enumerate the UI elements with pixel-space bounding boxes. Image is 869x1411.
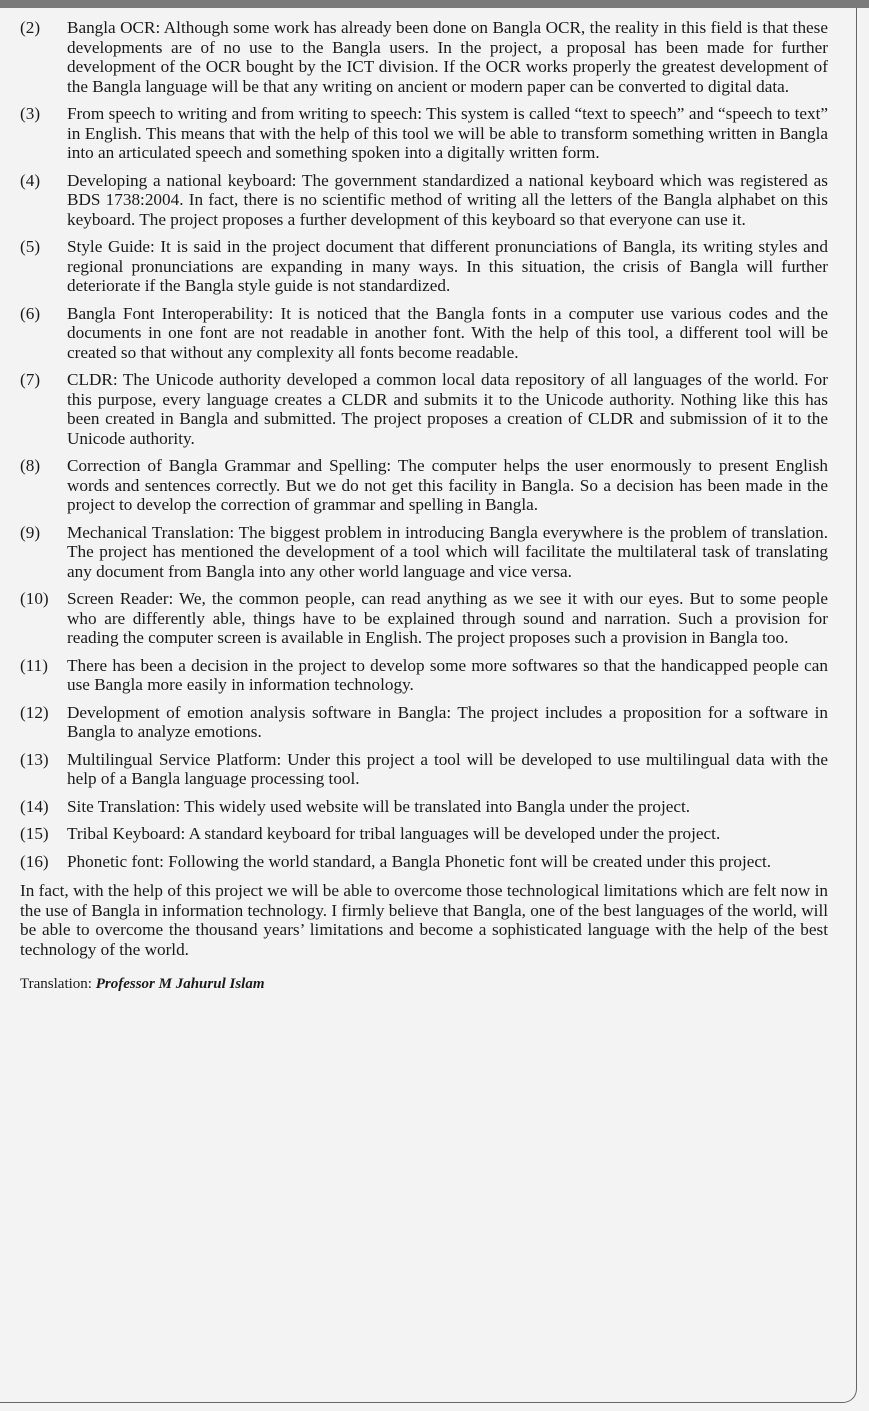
credit-label: Translation: (20, 976, 92, 993)
list-item-14 (20, 797, 828, 817)
list-item-3 (20, 104, 828, 163)
list-item-11 (20, 656, 828, 695)
list-item-10 (20, 589, 828, 648)
item-text: Developing a national keyboard: The government standardized a national keyboard which was registered as BDS 1738:2004. In fact, there is no scientific method of writing all the letters of the Bangla alphabet on this keyboard. The project proposes a further development of this keyboard so that everyone can use it. (67, 170, 828, 229)
list-item-2 (20, 18, 828, 96)
item-text: CLDR: The Unicode authority developed a common local data repository of all languages of the world. For this purpose, every language creates a CLDR and submits it to the Unicode authority. Nothing like this has been created in Bangla and submitted. The project proposes a creation of CLDR and submission of it to the Unicode authority. (67, 370, 828, 448)
item-text: Mechanical Translation: The biggest problem in introducing Bangla everywhere is the problem of translation. The project has mentioned the development of a tool which will facilitate the multilateral task of translating any document from Bangla into any other world language and vice versa. (67, 522, 828, 581)
list-item-4 (20, 171, 828, 230)
list-item-15 (20, 824, 828, 844)
item-text: Style Guide: It is said in the project document that different pronunciations of Bangla, its writing styles and regional pronunciations are expanding in many ways. In this situation, the crisis of Bangla will further deteriorate if the Bangla style guide is not standardized. (67, 237, 828, 295)
conclusion-paragraph: In fact, with the help of this project we will be able to overcome those technological limitations which are felt now in the use of Bangla in information technology. I firmly believe that Bangla, one of the best languages of the world, will be able to overcome the thousand years’ limitations and become a sophisticated language with the help of the best technology of the world. (20, 881, 828, 959)
item-number: (2) (20, 18, 41, 37)
item-number: (6) (20, 303, 41, 323)
item-text: Tribal Keyboard: A standard keyboard for tribal languages will be developed under the project. (67, 824, 721, 843)
list-item-6 (20, 304, 828, 363)
article-body (20, 18, 828, 993)
list-item-8 (20, 456, 828, 515)
item-number: (3) (20, 104, 41, 123)
item-number: (14) (20, 796, 49, 816)
item-number: (11) (20, 655, 48, 675)
item-number: (16) (20, 851, 49, 871)
translation-credit (20, 976, 828, 993)
item-text: Site Translation: This widely used website will be translated into Bangla under the project. (67, 796, 691, 816)
article-page (0, 8, 857, 1403)
item-number: (15) (20, 824, 49, 843)
item-text: Development of emotion analysis software in Bangla: The project includes a proposition for a software in Bangla to analyze emotions. (67, 702, 828, 741)
list-item-13 (20, 750, 828, 789)
item-number: (4) (20, 170, 41, 190)
translator-name: Professor M Jahurul Islam (95, 976, 265, 993)
list-item-9 (20, 523, 828, 582)
top-rule (0, 0, 869, 8)
item-number: (12) (20, 702, 49, 722)
list-item-5 (20, 237, 828, 296)
item-number: (5) (20, 237, 41, 256)
item-number: (8) (20, 456, 41, 475)
item-text: Multilingual Service Platform: Under this project a tool will be developed to use multilingual data with the help of a Bangla language processing tool. (67, 749, 828, 788)
item-number: (13) (20, 749, 49, 769)
item-text: From speech to writing and from writing to speech: This system is called “text to speech” and “speech to text” in English. This means that with the help of this tool we will be able to transform something written in Bangla into an articulated speech and something spoken into a digitally written form. (67, 104, 828, 162)
item-number: (9) (20, 522, 41, 542)
list-item-16 (20, 852, 828, 872)
item-text: Correction of Bangla Grammar and Spelling: The computer helps the user enormously to present English words and sentences correctly. But we do not get this facility in Bangla. So a decision has been made in the project to develop the correction of grammar and spelling in Bangla. (67, 456, 828, 514)
item-number: (7) (20, 370, 41, 389)
item-text: There has been a decision in the project to develop some more softwares so that the handicapped people can use Bangla more easily in information technology. (67, 655, 828, 694)
list-item-7 (20, 370, 828, 448)
item-text: Phonetic font: Following the world standard, a Bangla Phonetic font will be created under this project. (67, 851, 772, 871)
item-text: Bangla Font Interoperability: It is noticed that the Bangla fonts in a computer use various codes and the documents in one font are not readable in another font. With the help of this tool, a different tool will be created so that without any complexity all fonts become readable. (67, 303, 828, 362)
list-item-12 (20, 703, 828, 742)
item-number: (10) (20, 589, 49, 608)
item-text: Screen Reader: We, the common people, can read anything as we see it with our eyes. But to some people who are differently able, things have to be explained through sound and narration. Such a provision for reading the computer screen is available in English. The project proposes such a provision in Bangla too. (67, 589, 828, 647)
item-text: Bangla OCR: Although some work has already been done on Bangla OCR, the reality in this field is that these developments are of no use to the Bangla users. In the project, a proposal has been made for further development of the OCR bought by the ICT division. If the OCR works properly the greatest development of the Bangla language will be that any writing on ancient or modern paper can be converted to digital data. (67, 18, 828, 96)
